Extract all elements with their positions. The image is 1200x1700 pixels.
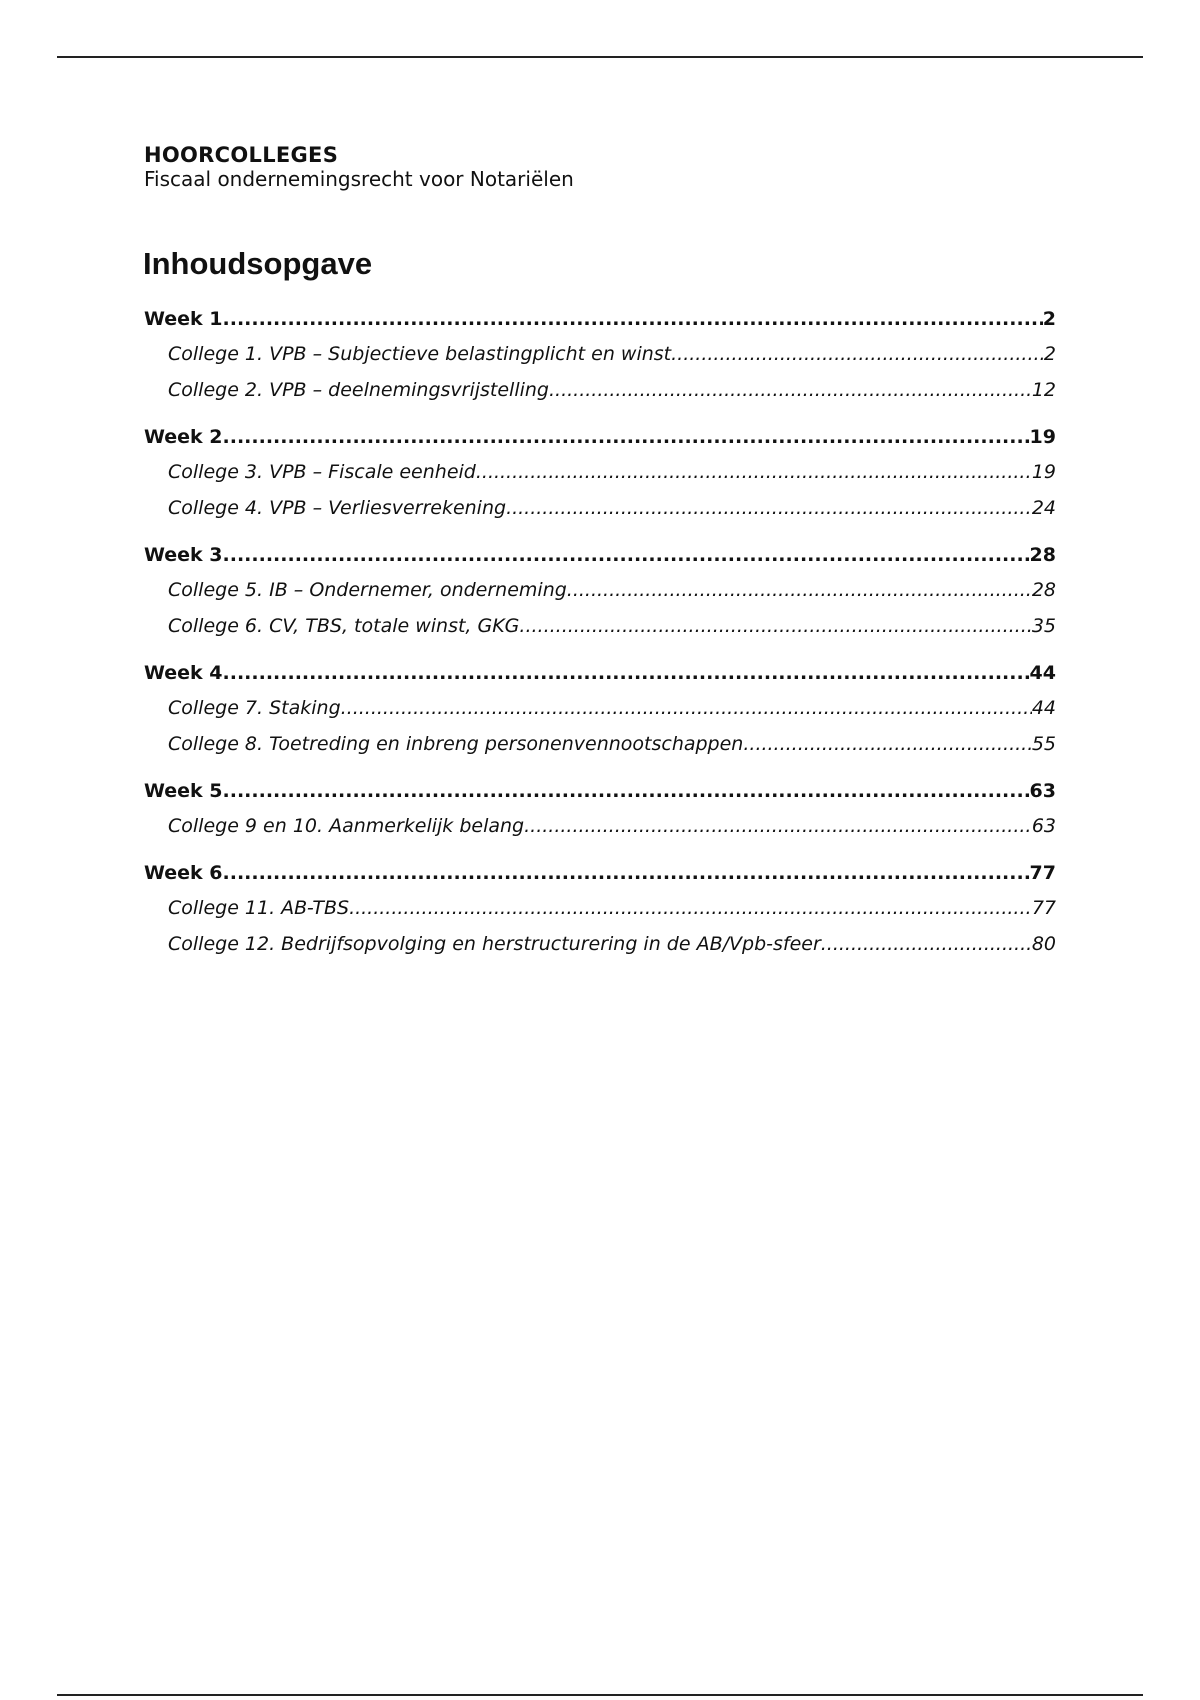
toc-week-entry[interactable] — [144, 656, 1056, 690]
toc-lecture-label: College 2. VPB – deelnemingsvrijstelling — [168, 379, 549, 401]
dot-leader — [223, 302, 1043, 336]
table-of-contents — [144, 302, 1056, 962]
toc-week-entry[interactable] — [144, 856, 1056, 890]
bottom-rule — [57, 1694, 1143, 1696]
toc-lecture-label: College 7. Staking — [168, 697, 341, 719]
toc-lecture-label: College 4. VPB – Verliesverrekening — [168, 497, 507, 519]
toc-page-number: 19 — [1031, 461, 1056, 483]
dot-leader — [223, 656, 1030, 690]
dot-leader — [567, 572, 1032, 608]
toc-week-entry[interactable] — [144, 538, 1056, 572]
top-rule — [57, 56, 1143, 58]
document-title: HOORCOLLEGES — [144, 143, 339, 167]
toc-lecture-entry[interactable] — [144, 808, 1056, 844]
dot-leader — [743, 726, 1031, 762]
dot-leader — [524, 808, 1032, 844]
toc-page-number: 24 — [1031, 497, 1056, 519]
toc-lecture-label: College 8. Toetreding en inbreng personenvennootschappen — [168, 733, 744, 755]
toc-page-number: 63 — [1029, 780, 1056, 802]
toc-lecture-entry[interactable] — [144, 372, 1056, 408]
toc-lecture-entry[interactable] — [144, 572, 1056, 608]
document-header — [144, 143, 574, 191]
toc-page-number: 28 — [1029, 544, 1056, 566]
toc-page-number: 35 — [1031, 615, 1056, 637]
toc-page-number: 77 — [1029, 862, 1056, 884]
toc-week-entry[interactable] — [144, 774, 1056, 808]
toc-lecture-label: College 12. Bedrijfsopvolging en herstructurering in de AB/Vpb-sfeer — [168, 933, 821, 955]
document-subtitle: Fiscaal ondernemingsrecht voor Notariëlen — [144, 167, 574, 191]
dot-leader — [549, 372, 1032, 408]
dot-leader — [223, 856, 1030, 890]
toc-week-entry[interactable] — [144, 420, 1056, 454]
dot-leader — [223, 538, 1030, 572]
toc-page-number: 44 — [1031, 697, 1056, 719]
toc-week-label: Week 4 — [144, 662, 223, 684]
toc-lecture-label: College 5. IB – Ondernemer, onderneming — [168, 579, 567, 601]
toc-page-number: 2 — [1043, 343, 1056, 365]
toc-page-number: 80 — [1031, 933, 1056, 955]
dot-leader — [671, 336, 1044, 372]
toc-lecture-entry[interactable] — [144, 726, 1056, 762]
toc-page-number: 12 — [1031, 379, 1056, 401]
toc-week-entry[interactable] — [144, 302, 1056, 336]
toc-lecture-entry[interactable] — [144, 490, 1056, 526]
dot-leader — [476, 454, 1032, 490]
toc-page-number: 77 — [1031, 897, 1056, 919]
toc-lecture-label: College 11. AB-TBS — [168, 897, 350, 919]
dot-leader — [223, 420, 1030, 454]
toc-page-number: 28 — [1031, 579, 1056, 601]
dot-leader — [519, 608, 1031, 644]
toc-page-number: 2 — [1042, 308, 1056, 330]
toc-week-label: Week 5 — [144, 780, 223, 802]
toc-lecture-entry[interactable] — [144, 690, 1056, 726]
toc-page-number: 19 — [1029, 426, 1056, 448]
toc-lecture-label: College 1. VPB – Subjectieve belastingplicht en winst — [168, 343, 672, 365]
toc-lecture-entry[interactable] — [144, 608, 1056, 644]
toc-lecture-label: College 3. VPB – Fiscale eenheid — [168, 461, 476, 483]
dot-leader — [341, 690, 1032, 726]
dot-leader — [821, 926, 1032, 962]
toc-page-number: 55 — [1031, 733, 1056, 755]
dot-leader — [349, 890, 1032, 926]
dot-leader — [223, 774, 1030, 808]
toc-week-label: Week 1 — [144, 308, 223, 330]
toc-lecture-entry[interactable] — [144, 336, 1056, 372]
toc-page-number: 63 — [1031, 815, 1056, 837]
toc-week-label: Week 6 — [144, 862, 223, 884]
toc-lecture-entry[interactable] — [144, 926, 1056, 962]
toc-lecture-label: College 9 en 10. Aanmerkelijk belang — [168, 815, 525, 837]
toc-week-label: Week 2 — [144, 426, 223, 448]
toc-lecture-label: College 6. CV, TBS, totale winst, GKG — [168, 615, 520, 637]
toc-week-label: Week 3 — [144, 544, 223, 566]
toc-page-number: 44 — [1029, 662, 1056, 684]
dot-leader — [506, 490, 1032, 526]
toc-heading: Inhoudsopgave — [143, 246, 373, 281]
toc-lecture-entry[interactable] — [144, 454, 1056, 490]
toc-lecture-entry[interactable] — [144, 890, 1056, 926]
